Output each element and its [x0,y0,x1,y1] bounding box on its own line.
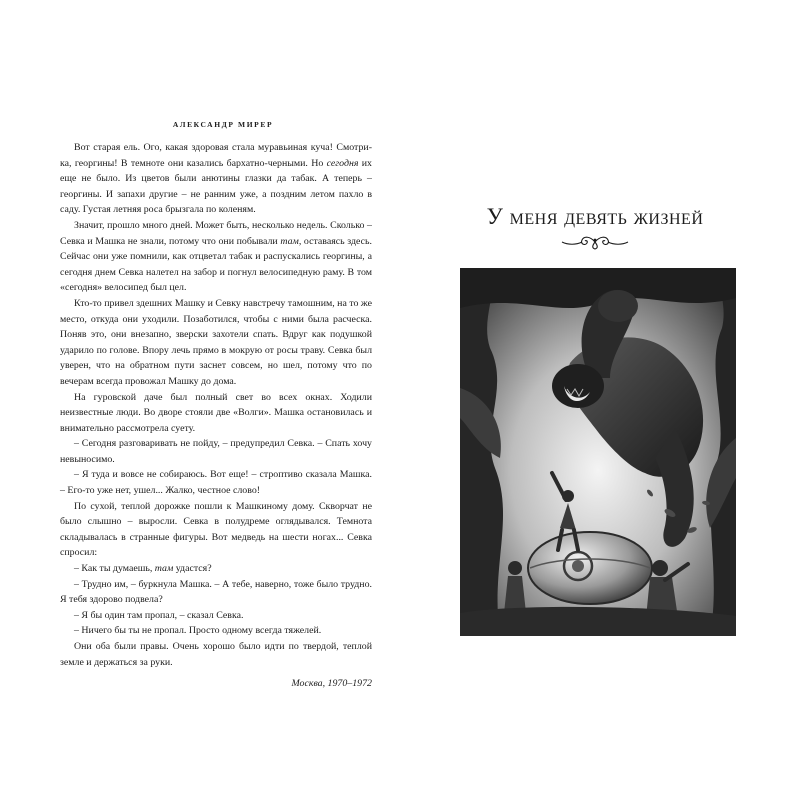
paragraph [60,140,372,218]
paragraph-text: По сухой, теплой дорожке пошли к Машкиному дому. Скворчат не было слышно – выросли. Севка в полудреме оглядывался. Темнота складывалась в странные фигуры. Вот медведь на шести ногах... Севка спросил: [60,500,372,559]
chapter-title: У меня девять жизней [486,204,704,229]
paragraph-text: Вот старая ель. Ого, какая здоровая стала муравьиная куча! Смотри-ка, георгины! В темноте они казались бархатно-черными. Но [60,142,372,169]
running-head: АЛЕКСАНДР МИРЕР [172,120,274,129]
paragraph [60,639,372,670]
paragraph [60,608,372,624]
paragraph-text: – Я бы один там пропал, – сказал Севка. [74,609,244,621]
paragraph-text: – Ничего бы ты не пропал. Просто одному всегда тяжелей. [74,625,322,637]
place-date-signature: Москва, 1970–1972 [291,678,372,690]
paragraph-text: их еще не было. Из цветов были анютины глазки да табак. А теперь – георгины. И запахи другие – не ранним уже, а поздним летом пахло в саду. Густая летняя роса брызгала по коленям. [60,157,372,216]
gorilla-illustration-icon [460,268,736,636]
paragraph [60,436,372,467]
paragraph [60,218,372,296]
paragraph-text: Они оба были правы. Очень хорошо было идти по твердой, теплой земле и держаться за руки. [60,641,372,668]
left-page [60,120,372,689]
paragraph-text: – Трудно им, – буркнула Машка. – А тебе, наверно, тоже было трудно. Я тебя здорово подвела? [60,578,372,606]
emphasized-word: там [280,235,299,247]
paragraph-text: – Как ты думаешь, [74,563,155,575]
paragraph-text: удастся? [173,563,212,575]
body-text [60,140,372,670]
emphasized-word: там [154,563,174,575]
paragraph-text: Кто-то привел здешних Машку и Севку навстречу тамошним, на то же место, откуда они уходили. Позаботился, чтобы с ними была расческа. Поняв это, они внезапно, зверски захотели спать. Вдруг как подушкой ударило по голове. Впору лечь прямо в мокрую от росы траву. Севка был уверен, что на обратном пути заснет совсем, но шел, потому что по вечерам всегда провожал Машку до дома. [60,297,372,387]
paragraph-text: , оставаясь здесь. Сейчас они уже помнили, как отцветал табак и распускались георгины, а сегодня днем Севка налетел на забор и погнул велосипедную раму. В том «сегодня» велосипед был цел. [60,235,372,294]
paragraph-text: Значит, прошло много дней. Может быть, несколько недель. Сколько – Севка и Машка не знали, потому что они побывали [60,219,372,247]
paragraph [60,390,372,437]
right-page [440,190,750,250]
emphasized-word: сегодня [326,157,359,169]
paragraph [60,577,372,608]
paragraph-text: На гуровской даче был полный свет во всех окнах. Ходили неизвестные люди. Во дворе стояли две «Волги». Машка остановилась и внимательно рассмотрела суету. [60,391,372,434]
paragraph [60,296,372,390]
paragraph [60,561,372,577]
paragraph [60,467,372,498]
flourish-ornament-icon [558,234,632,250]
paragraph [60,499,372,561]
paragraph [60,623,372,639]
paragraph-text: – Сегодня разговаривать не пойду, – предупредил Севка. – Спать хочу невыносимо. [60,438,372,465]
paragraph-text: – Я туда и вовсе не собираюсь. Вот еще! – строптиво сказала Машка. – Его-то уже нет, ушел... Жалко, честное слово! [60,469,372,497]
